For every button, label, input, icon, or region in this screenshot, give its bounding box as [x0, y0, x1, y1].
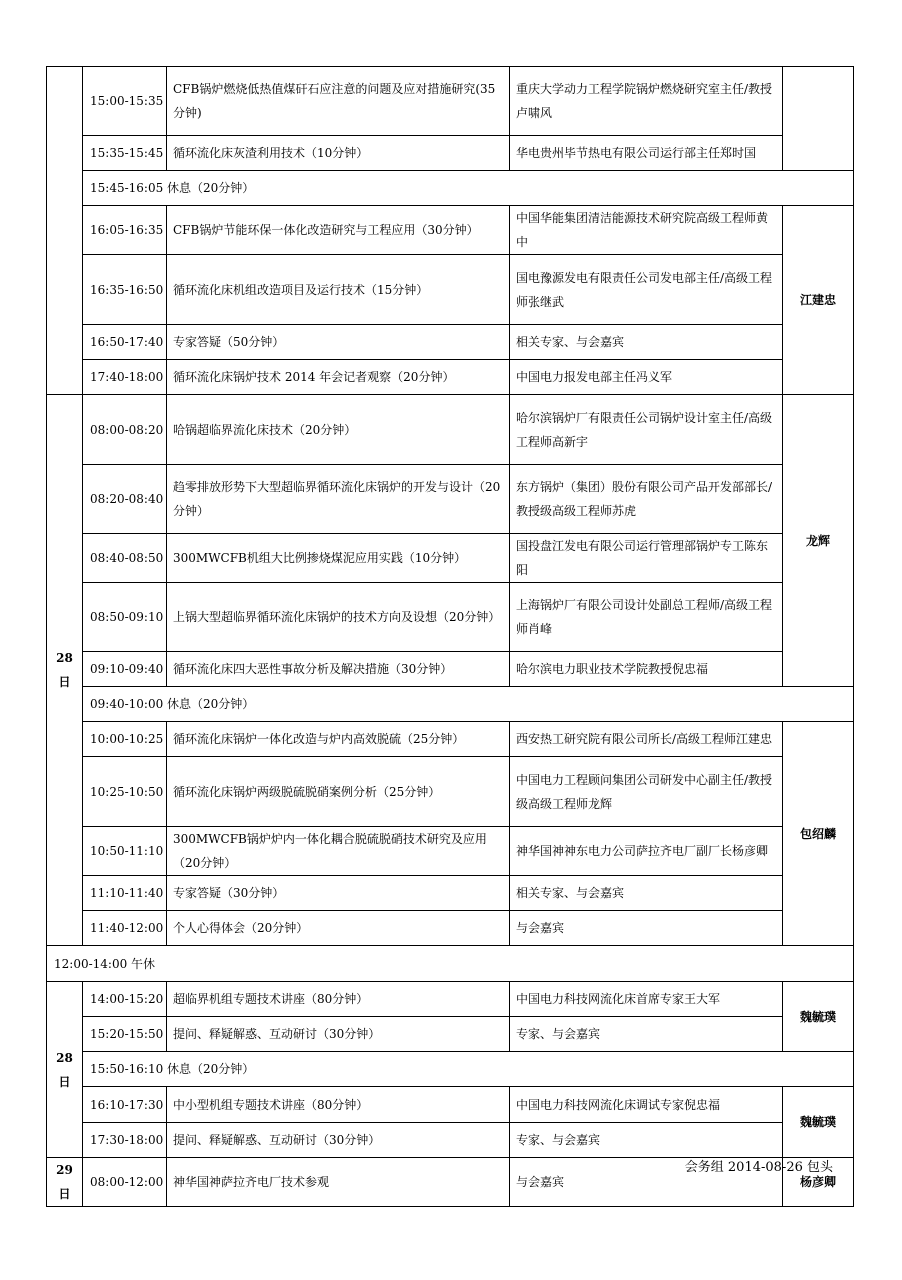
topic-cell: 超临界机组专题技术讲座（80分钟）: [167, 982, 510, 1017]
time-cell: 10:25-10:50: [83, 757, 167, 827]
speaker-cell: 重庆大学动力工程学院锅炉燃烧研究室主任/教授卢啸风: [510, 67, 783, 136]
time-cell: 09:10-09:40: [83, 652, 167, 687]
break-row: [47, 171, 854, 206]
time-cell: 16:10-17:30: [83, 1087, 167, 1123]
schedule-table: [46, 66, 854, 1207]
speaker-cell: 与会嘉宾: [510, 911, 783, 946]
break-cell: 15:45-16:05 休息（20分钟）: [83, 171, 854, 206]
break-row: [47, 1052, 854, 1087]
date-cell: [47, 67, 83, 395]
schedule-sheet: [46, 66, 853, 1207]
table-row: [47, 982, 854, 1017]
time-cell: 15:20-15:50: [83, 1017, 167, 1052]
footer-note: 会务组 2014-08-26 包头: [684, 1160, 833, 1175]
speaker-cell: 国投盘江发电有限公司运行管理部锅炉专工陈东阳: [510, 534, 783, 583]
time-cell: 15:35-15:45: [83, 136, 167, 171]
host-cell: [783, 67, 854, 171]
speaker-cell: 中国华能集团清洁能源技术研究院高级工程师黄中: [510, 206, 783, 255]
table-row: [47, 395, 854, 465]
topic-cell: 中小型机组专题技术讲座（80分钟）: [167, 1087, 510, 1123]
host-cell: 龙辉: [783, 395, 854, 687]
time-cell: 17:40-18:00: [83, 360, 167, 395]
table-row: [47, 255, 854, 325]
time-cell: 11:40-12:00: [83, 911, 167, 946]
time-cell: 15:00-15:35: [83, 67, 167, 136]
table-row: [47, 360, 854, 395]
time-cell: 08:40-08:50: [83, 534, 167, 583]
topic-cell: 循环流化床机组改造项目及运行技术（15分钟）: [167, 255, 510, 325]
time-cell: 16:05-16:35: [83, 206, 167, 255]
speaker-cell: 相关专家、与会嘉宾: [510, 876, 783, 911]
speaker-cell: 中国电力报发电部主任冯义军: [510, 360, 783, 395]
table-row: [47, 1017, 854, 1052]
host-cell: 杨彦卿: [783, 1158, 854, 1207]
time-cell: 10:50-11:10: [83, 827, 167, 876]
table-row: [47, 876, 854, 911]
topic-cell: 循环流化床灰渣利用技术（10分钟）: [167, 136, 510, 171]
table-row: [47, 652, 854, 687]
table-row: [47, 911, 854, 946]
topic-cell: 哈锅超临界流化床技术（20分钟）: [167, 395, 510, 465]
break-cell: 09:40-10:00 休息（20分钟）: [83, 687, 854, 722]
topic-cell: 提问、释疑解惑、互动研讨（30分钟）: [167, 1017, 510, 1052]
speaker-cell: 哈尔滨电力职业技术学院教授倪忠福: [510, 652, 783, 687]
topic-cell: CFB锅炉燃烧低热值煤矸石应注意的问题及应对措施研究(35分钟): [167, 67, 510, 136]
host-cell: 魏毓璞: [783, 1087, 854, 1158]
topic-cell: 上锅大型超临界循环流化床锅炉的技术方向及设想（20分钟）: [167, 583, 510, 652]
topic-cell: 专家答疑（30分钟）: [167, 876, 510, 911]
time-cell: 14:00-15:20: [83, 982, 167, 1017]
topic-cell: 循环流化床锅炉一体化改造与炉内高效脱硫（25分钟）: [167, 722, 510, 757]
speaker-cell: 中国电力科技网流化床调试专家倪忠福: [510, 1087, 783, 1123]
topic-cell: 300MWCFB锅炉炉内一体化耦合脱硫脱硝技术研究及应用（20分钟）: [167, 827, 510, 876]
host-cell: 魏毓璞: [783, 982, 854, 1052]
table-row: [47, 722, 854, 757]
break-cell: 15:50-16:10 休息（20分钟）: [83, 1052, 854, 1087]
date-cell: 28日: [47, 395, 83, 946]
date-cell: 28日: [47, 982, 83, 1158]
host-cell: 包绍麟: [783, 722, 854, 946]
table-row: [47, 67, 854, 136]
host-cell: 江建忠: [783, 206, 854, 395]
date-cell: 29日: [47, 1158, 83, 1207]
time-cell: 08:20-08:40: [83, 465, 167, 534]
break-row: [47, 687, 854, 722]
table-row: [47, 583, 854, 652]
table-row: [47, 325, 854, 360]
table-row: [47, 136, 854, 171]
topic-cell: 个人心得体会（20分钟）: [167, 911, 510, 946]
speaker-cell: 神华国神神东电力公司萨拉齐电厂副厂长杨彦卿: [510, 827, 783, 876]
lunch-cell: 12:00-14:00 午休: [47, 946, 854, 982]
topic-cell: CFB锅炉节能环保一体化改造研究与工程应用（30分钟）: [167, 206, 510, 255]
table-row: [47, 757, 854, 827]
topic-cell: 循环流化床锅炉两级脱硫脱硝案例分析（25分钟）: [167, 757, 510, 827]
speaker-cell: 与会嘉宾: [510, 1158, 783, 1207]
time-cell: 08:50-09:10: [83, 583, 167, 652]
time-cell: 11:10-11:40: [83, 876, 167, 911]
speaker-cell: 华电贵州毕节热电有限公司运行部主任郑时国: [510, 136, 783, 171]
time-cell: 16:35-16:50: [83, 255, 167, 325]
table-row: [47, 534, 854, 583]
topic-cell: 专家答疑（50分钟）: [167, 325, 510, 360]
table-row: [47, 465, 854, 534]
table-row: [47, 827, 854, 876]
topic-cell: 趋零排放形势下大型超临界循环流化床锅炉的开发与设计（20分钟）: [167, 465, 510, 534]
table-row: [47, 1087, 854, 1123]
time-cell: 10:00-10:25: [83, 722, 167, 757]
lunch-row: [47, 946, 854, 982]
time-cell: 16:50-17:40: [83, 325, 167, 360]
speaker-cell: 哈尔滨锅炉厂有限责任公司锅炉设计室主任/高级工程师高新宇: [510, 395, 783, 465]
speaker-cell: 上海锅炉厂有限公司设计处副总工程师/高级工程师肖峰: [510, 583, 783, 652]
speaker-cell: 相关专家、与会嘉宾: [510, 325, 783, 360]
speaker-cell: 国电豫源发电有限责任公司发电部主任/高级工程师张继武: [510, 255, 783, 325]
time-cell: 08:00-08:20: [83, 395, 167, 465]
speaker-cell: 中国电力科技网流化床首席专家王大军: [510, 982, 783, 1017]
topic-cell: 神华国神萨拉齐电厂技术参观: [167, 1158, 510, 1207]
speaker-cell: 专家、与会嘉宾: [510, 1123, 783, 1158]
topic-cell: 提问、释疑解惑、互动研讨（30分钟）: [167, 1123, 510, 1158]
speaker-cell: 西安热工研究院有限公司所长/高级工程师江建忠: [510, 722, 783, 757]
time-cell: 17:30-18:00: [83, 1123, 167, 1158]
table-row: [47, 206, 854, 255]
time-cell: 08:00-12:00: [83, 1158, 167, 1207]
table-row: [47, 1123, 854, 1158]
topic-cell: 循环流化床锅炉技术 2014 年会记者观察（20分钟）: [167, 360, 510, 395]
topic-cell: 循环流化床四大恶性事故分析及解决措施（30分钟）: [167, 652, 510, 687]
topic-cell: 300MWCFB机组大比例掺烧煤泥应用实践（10分钟）: [167, 534, 510, 583]
speaker-cell: 中国电力工程顾问集团公司研发中心副主任/教授级高级工程师龙辉: [510, 757, 783, 827]
speaker-cell: 专家、与会嘉宾: [510, 1017, 783, 1052]
speaker-cell: 东方锅炉（集团）股份有限公司产品开发部部长/教授级高级工程师苏虎: [510, 465, 783, 534]
